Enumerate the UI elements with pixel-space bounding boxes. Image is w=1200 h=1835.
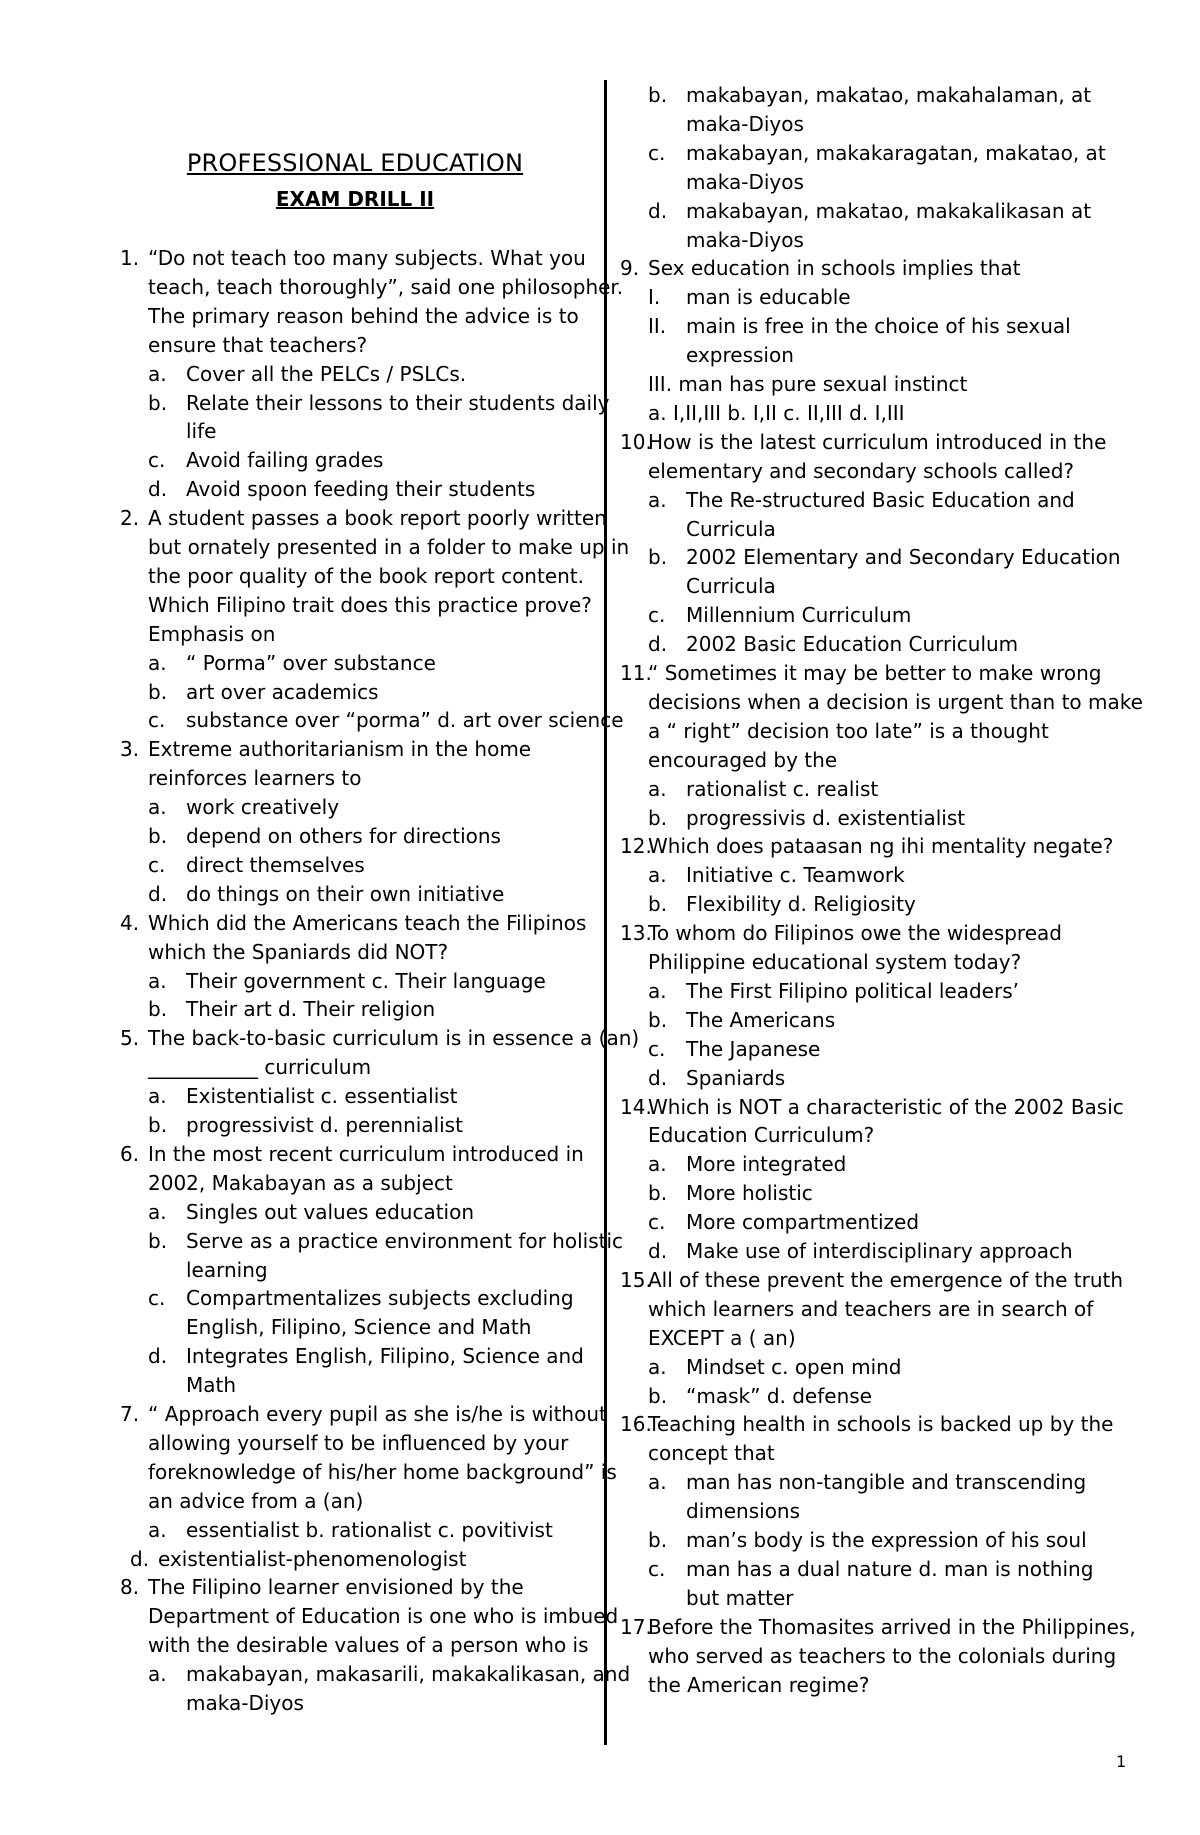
option-label: c. xyxy=(148,852,166,877)
option-label: c. xyxy=(648,1036,666,1061)
option-text: Initiative c. Teamwork xyxy=(686,863,905,888)
option-text: do things on their own initiative xyxy=(186,881,505,906)
option-text: Curricula xyxy=(686,516,776,541)
option-text: The Japanese xyxy=(686,1036,821,1061)
option-text: Avoid spoon feeding their students xyxy=(186,477,536,502)
option-label: a. xyxy=(648,978,667,1003)
option-label: b. xyxy=(148,679,168,704)
question-text: teach, teach thoroughly”, said one philosopher. xyxy=(148,274,624,299)
option-label: c. xyxy=(148,1286,166,1311)
option-text: rationalist c. realist xyxy=(686,776,879,801)
question-number: 4. xyxy=(120,910,140,935)
option-label: c. xyxy=(648,1210,666,1235)
option-text: Serve as a practice environment for holistic xyxy=(186,1228,624,1253)
option-text: makabayan, makakaragatan, makatao, at xyxy=(686,140,1106,165)
question-text: elementary and secondary schools called? xyxy=(648,458,1075,483)
option-label: b. xyxy=(648,805,668,830)
option-text: “ Porma” over substance xyxy=(186,650,436,675)
option-label: c. xyxy=(648,140,666,165)
option-label: a. xyxy=(148,1517,167,1542)
option-label: b. xyxy=(648,1383,668,1408)
answer-choices-line: III. man has pure sexual instinct xyxy=(648,372,968,396)
question-text: To whom do Filipinos owe the widespread xyxy=(648,921,1062,946)
page-number: 1 xyxy=(1116,1752,1127,1771)
question-text: decisions when a decision is urgent than to make xyxy=(648,689,1143,714)
question-text: ensure that teachers? xyxy=(148,332,368,357)
option-label: d. xyxy=(648,1065,668,1090)
option-label: b. xyxy=(648,1181,668,1206)
question-number: 2. xyxy=(120,506,140,531)
question-text: who served as teachers to the colonials during xyxy=(648,1643,1117,1668)
option-text: work creatively xyxy=(186,795,340,820)
question-number: 3. xyxy=(120,737,140,762)
option-text: Integrates English, Filipino, Science and xyxy=(186,1344,584,1369)
option-text: Cover all the PELCs / PSLCs. xyxy=(186,361,467,386)
option-label: a. xyxy=(648,1470,667,1495)
option-text: “mask” d. defense xyxy=(686,1383,872,1408)
option-text: essentialist b. rationalist c. povitivist xyxy=(186,1517,553,1542)
option-text: man has a dual nature d. man is nothing xyxy=(686,1556,1094,1581)
option-text: expression xyxy=(686,343,794,368)
question-text: the American regime? xyxy=(648,1672,870,1697)
option-text: 2002 Basic Education Curriculum xyxy=(686,632,1019,657)
option-label: b. xyxy=(648,1528,668,1552)
question-number: 9. xyxy=(620,256,640,281)
question-text: with the desirable values of a person who is xyxy=(148,1633,589,1658)
question-text: reinforces learners to xyxy=(148,766,362,791)
option-text: maka-Diyos xyxy=(686,111,804,136)
option-text: More holistic xyxy=(686,1181,813,1206)
document-subtitle: EXAM DRILL II xyxy=(275,187,435,211)
question-text: Which did the Americans teach the Filipinos xyxy=(148,910,587,935)
option-label: d. xyxy=(648,198,668,223)
option-text: maka-Diyos xyxy=(186,1691,304,1715)
question-number: 11. xyxy=(620,661,652,685)
question-number: 17. xyxy=(620,1614,652,1639)
option-text: main is free in the choice of his sexual xyxy=(686,314,1071,339)
column-divider xyxy=(604,80,607,1745)
option-label: b. xyxy=(648,892,668,917)
option-text: makabayan, makasarili, makakalikasan, and xyxy=(186,1662,631,1687)
question-text: Which does pataasan ng ihi mentality negate? xyxy=(648,834,1114,859)
question-text: the poor quality of the book report content. xyxy=(148,563,584,588)
question-text: The primary reason behind the advice is to xyxy=(148,303,579,328)
question-text: Philippine educational system today? xyxy=(648,950,1022,974)
question-number: 1. xyxy=(120,246,140,270)
option-text: Make use of interdisciplinary approach xyxy=(686,1239,1073,1263)
question-text: How is the latest curriculum introduced in the xyxy=(648,429,1107,454)
option-text: Flexibility d. Religiosity xyxy=(686,892,916,917)
option-label: d. xyxy=(148,1344,168,1369)
question-text: concept that xyxy=(648,1441,775,1466)
question-number: 12. xyxy=(620,834,652,859)
question-text: EXCEPT a ( an) xyxy=(648,1325,796,1350)
option-label: b. xyxy=(648,83,668,107)
option-label: b. xyxy=(148,1113,168,1137)
option-text: More compartmentized xyxy=(686,1210,920,1235)
question-text: “ Sometimes it may be better to make wrong xyxy=(648,661,1102,685)
option-text: man is educable xyxy=(686,285,851,310)
option-label: a. xyxy=(148,795,167,820)
question-text: Before the Thomasites arrived in the Philippines, xyxy=(648,1614,1136,1639)
option-label: d. xyxy=(130,1546,150,1571)
question-text: which learners and teachers are in search of xyxy=(648,1296,1094,1321)
option-text: English, Filipino, Science and Math xyxy=(186,1315,532,1340)
question-number: 13. xyxy=(620,921,652,946)
option-label: a. xyxy=(148,1084,167,1109)
option-text: Mindset c. open mind xyxy=(686,1354,902,1379)
option-text: The Re-structured Basic Education and xyxy=(686,487,1075,512)
option-text: art over academics xyxy=(186,679,379,704)
question-text: encouraged by the xyxy=(648,747,838,772)
option-text: progressivis d. existentialist xyxy=(686,805,966,830)
document-title: PROFESSIONAL EDUCATION xyxy=(186,149,524,177)
option-text: Their art d. Their religion xyxy=(186,997,436,1022)
option-text: Compartmentalizes subjects excluding xyxy=(186,1286,574,1311)
option-text: learning xyxy=(186,1257,268,1282)
option-label: c. xyxy=(648,603,666,628)
option-label: b. xyxy=(148,1228,168,1253)
question-text: but ornately presented in a folder to make up in xyxy=(148,535,630,559)
question-number: 5. xyxy=(120,1026,140,1051)
option-label: a. xyxy=(648,1354,667,1379)
answer-choices-line: a. I,II,III b. I,II c. II,III d. I,III xyxy=(648,400,905,425)
option-text: makabayan, makatao, makahalaman, at xyxy=(686,83,1092,107)
question-text: Extreme authoritarianism in the home xyxy=(148,737,532,762)
exam-header xyxy=(120,148,590,216)
question-text: In the most recent curriculum introduced in xyxy=(148,1141,584,1166)
option-text: Curricula xyxy=(686,574,776,599)
option-label: a. xyxy=(648,1152,667,1177)
option-text: More integrated xyxy=(686,1152,847,1177)
option-label: a. xyxy=(648,863,667,888)
question-text: Education Curriculum? xyxy=(648,1123,875,1148)
question-text: an advice from a (an) xyxy=(148,1488,364,1513)
question-text: Department of Education is one who is imbued xyxy=(148,1604,619,1629)
option-label: a. xyxy=(148,650,167,675)
option-text: man has non-tangible and transcending xyxy=(686,1470,1087,1495)
option-label: II. xyxy=(648,314,667,339)
option-text: Millennium Curriculum xyxy=(686,603,912,628)
question-text: All of these prevent the emergence of the truth xyxy=(648,1267,1124,1292)
question-text: allowing yourself to be influenced by your xyxy=(148,1430,569,1455)
option-text: maka-Diyos xyxy=(686,169,804,194)
option-text: Math xyxy=(186,1373,237,1398)
question-text: foreknowledge of his/her home background” is xyxy=(148,1459,617,1484)
option-label: a. xyxy=(148,1662,167,1687)
option-label: c. xyxy=(148,708,166,733)
question-text: 2002, Makabayan as a subject xyxy=(148,1170,453,1195)
question-text: “ Approach every pupil as she is/he is without xyxy=(148,1402,607,1426)
question-text: Emphasis on xyxy=(148,621,276,646)
option-text: direct themselves xyxy=(186,852,365,877)
option-text: Spaniards xyxy=(686,1065,786,1090)
question-text: which the Spaniards did NOT? xyxy=(148,939,449,964)
option-label: b. xyxy=(148,997,168,1022)
question-text: The back-to-basic curriculum is in essence a (an) xyxy=(148,1026,640,1051)
option-text: life xyxy=(186,419,217,444)
option-text: progressivist d. perennialist xyxy=(186,1113,463,1137)
option-text: man’s body is the expression of his soul xyxy=(686,1528,1087,1552)
question-text: “Do not teach too many subjects. What you xyxy=(148,246,586,270)
option-text: existentialist-phenomenologist xyxy=(158,1546,467,1571)
question-number: 15. xyxy=(620,1267,652,1292)
option-label: d. xyxy=(648,632,668,657)
option-label: c. xyxy=(148,448,166,473)
option-label: d. xyxy=(148,477,168,502)
question-text: ___________ curriculum xyxy=(148,1055,372,1080)
question-number: 14. xyxy=(620,1094,652,1119)
question-text: Which Filipino trait does this practice prove? xyxy=(148,592,592,617)
option-text: makabayan, makatao, makakalikasan at xyxy=(686,198,1092,223)
option-label: d. xyxy=(148,881,168,906)
option-label: b. xyxy=(148,824,168,848)
question-text: Sex education in schools implies that xyxy=(648,256,1021,281)
question-number: 8. xyxy=(120,1575,140,1600)
option-text: depend on others for directions xyxy=(186,824,501,848)
option-label: c. xyxy=(648,1556,666,1581)
question-number: 10. xyxy=(620,429,652,454)
question-text: a “ right” decision too late” is a thought xyxy=(648,718,1049,743)
option-label: a. xyxy=(148,1199,167,1224)
option-label: d. xyxy=(648,1239,668,1263)
option-label: a. xyxy=(648,487,667,512)
option-label: a. xyxy=(648,776,667,801)
question-text: Which is NOT a characteristic of the 2002 Basic xyxy=(648,1094,1124,1119)
option-label: b. xyxy=(648,545,668,570)
option-text: The First Filipino political leaders’ xyxy=(686,978,1019,1003)
question-text: The Filipino learner envisioned by the xyxy=(148,1575,524,1600)
option-text: Relate their lessons to their students daily xyxy=(186,390,610,415)
question-text: Teaching health in schools is backed up by the xyxy=(648,1412,1114,1437)
option-text: but matter xyxy=(686,1585,794,1610)
option-text: Singles out values education xyxy=(186,1199,475,1224)
question-text: A student passes a book report poorly written xyxy=(148,506,607,531)
option-text: dimensions xyxy=(686,1499,801,1524)
option-label: b. xyxy=(148,390,168,415)
option-text: Their government c. Their language xyxy=(186,968,546,993)
question-number: 7. xyxy=(120,1402,140,1426)
option-label: a. xyxy=(148,361,167,386)
option-text: 2002 Elementary and Secondary Education xyxy=(686,545,1121,570)
option-text: Avoid failing grades xyxy=(186,448,384,473)
question-number: 16. xyxy=(620,1412,652,1437)
question-number: 6. xyxy=(120,1141,140,1166)
option-label: b. xyxy=(648,1007,668,1032)
option-label: a. xyxy=(148,968,167,993)
option-text: Existentialist c. essentialist xyxy=(186,1084,458,1109)
option-label: I. xyxy=(648,285,661,310)
option-text: substance over “porma” d. art over science xyxy=(186,708,624,733)
option-text: The Americans xyxy=(686,1007,836,1032)
option-text: maka-Diyos xyxy=(686,227,804,252)
